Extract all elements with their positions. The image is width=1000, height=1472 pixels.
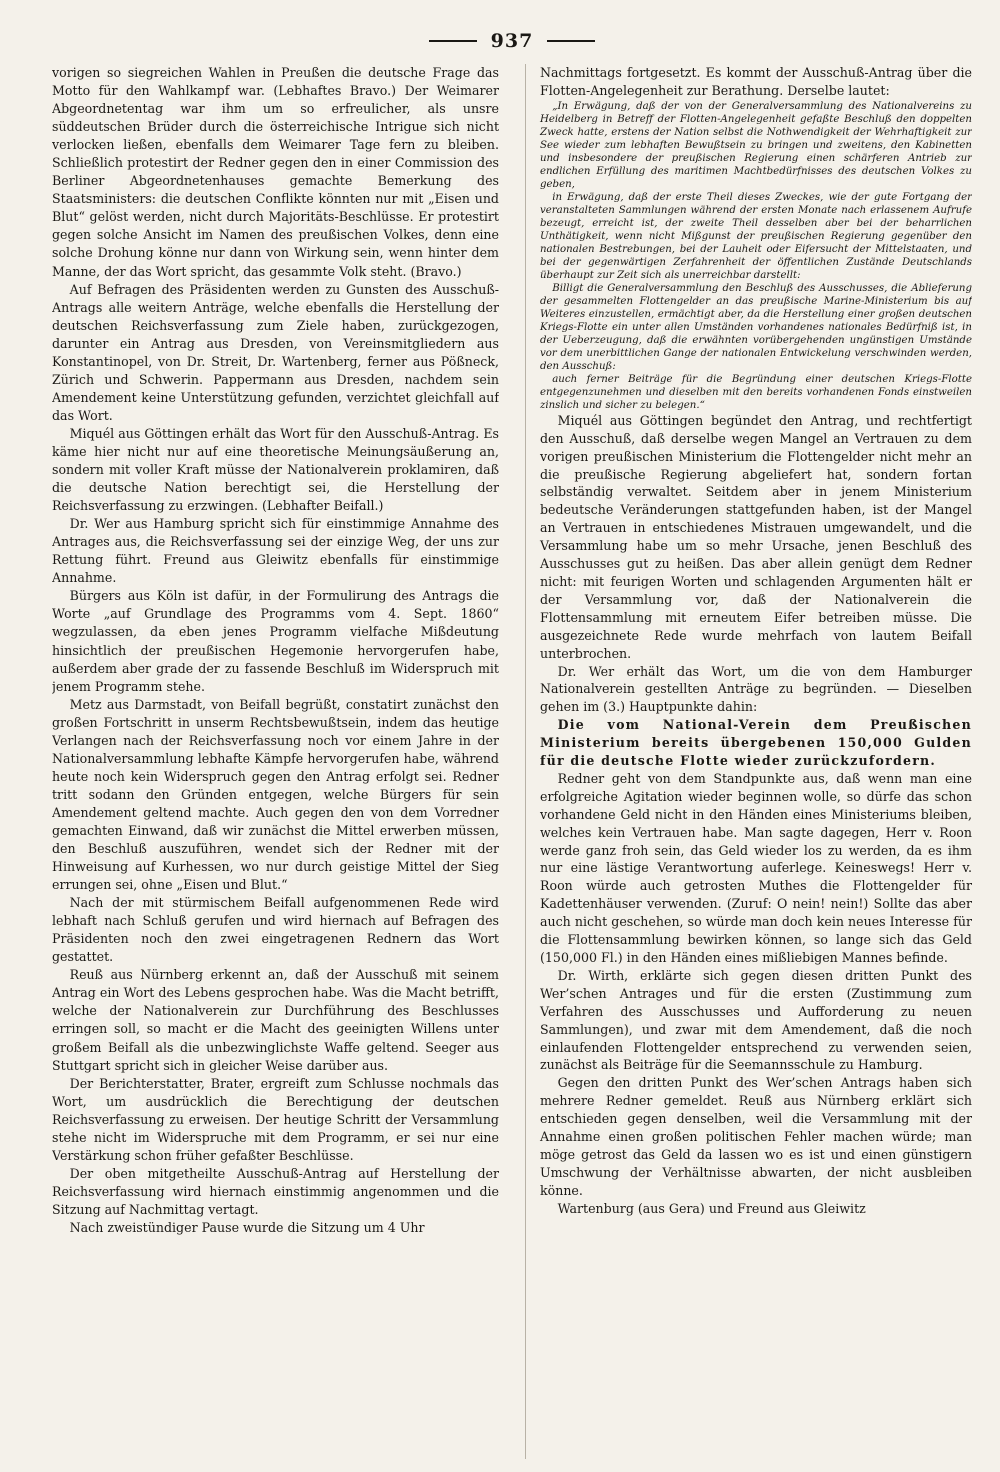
- paragraph: Wartenburg (aus Gera) und Freund aus Gleiwitz: [557, 1200, 866, 1216]
- header-rule-right: [547, 40, 595, 42]
- paragraph: Nach zweistündiger Pause wurde die Sitzung um 4 Uhr: [69, 1220, 425, 1235]
- paragraph: Dr. Wirth, erklärte sich gegen diesen dritten Punkt des Wer’schen Antrages und für die ersten (Zustimmung zum Verfahren des Ausschusses und Aufforderung zu neuen Sammlungen), und zwar mit dem Amendement, daß die noch einlaufenden Flottengelder entsprechend zu verwenden seien, zunächst als Beiträge für die Seemannsschule zu Hamburg.: [540, 967, 972, 1073]
- quoted-motion: auch ferner Beiträge für die Begründung einer deutschen Kriegs-Flotte entgegenzunehmen und dieselben mit den bereits vorhandenen Fonds einstweilen zinslich und sicher zu belegen.“: [540, 373, 972, 411]
- quoted-motion: Billigt die Generalversammlung den Beschluß des Ausschusses, die Ablieferung der gesammelten Flottengelder an das preußische Marine-Ministerium bis auf Weiteres einzustellen, ermächtigt aber, da die Herstellung einer großen deutschen Kriegs-Flotte ein unter allen Umständen vorhandenes nationales Bedürfniß ist, in der Ueberzeugung, daß die erwähnten vorübergehenden ungünstigen Umstände vor dem unerbittlichen Gange der nationalen Entwickelung verschwinden werden, den Ausschuß:: [540, 282, 972, 372]
- quoted-motion: in Erwägung, daß der erste Theil dieses Zweckes, wie der gute Fortgang der veranstalteten Sammlungen während der ersten Monate nach erlassenem Aufrufe bezeugt, erreicht ist, der zweite Theil desselben aber bei der beharrlichen Unthätigkeit, wenn nicht Mißgunst der preußischen Regierung gegenüber den nationalen Bestrebungen, bei der Lauheit oder Eifersucht der Mittelstaaten, und bei der gegenwärtigen Zerfahrenheit der öffentlichen Zustände Deutschlands überhaupt zur Zeit sich als unerreichbar darstellt:: [540, 191, 972, 281]
- paragraph: Der Berichterstatter, Brater, ergreift zum Schlusse nochmals das Wort, um ausdrücklich die Berechtigung der deutschen Reichsverfassung zu erweisen. Der heutige Schritt der Versammlung stehe nicht im Widerspruche mit dem Programm, er sei nur eine Verstärkung schon früher gefaßter Beschlüsse.: [52, 1075, 499, 1163]
- paragraph: Dr. Wer erhält das Wort, um die von dem Hamburger Nationalverein gestellten Anträge zu begründen. — Dieselben gehen im (3.) Hauptpunkte dahin:: [540, 663, 972, 715]
- paragraph: Metz aus Darmstadt, von Beifall begrüßt, constatirt zunächst den großen Fortschritt in unserm Rechtsbewußtsein, indem das heutige Verlangen nach der Reichsverfassung noch vor einem Jahre in der Nationalversammlung lebhafte Kämpfe hervorgerufen habe, während heute noch kein Widerspruch gegen den Antrag erfolgt sei. Redner tritt sodann den Gründen entgegen, welche Bürgers für sein Amendement geltend machte. Auch gegen den von dem Vorredner gemachten Einwand, daß wir zunächst die Mittel erwerben müssen, den Beschluß auszuführen, wendet sich der Redner mit der Hinweisung auf Kurhessen, wo nur durch geistige Mittel der Sieg errungen sei, ohne „Eisen und Blut.“: [52, 696, 499, 893]
- paragraph: Nachmittags fortgesetzt. Es kommt der Ausschuß-Antrag über die Flotten-Angelegenheit zur Berathung. Derselbe lautet:: [540, 65, 972, 98]
- left-column: [52, 64, 499, 1459]
- paragraph: Auf Befragen des Präsidenten werden zu Gunsten des Ausschuß-Antrags alle weitern Anträge, welche ebenfalls die Herstellung der deutschen Reichsverfassung zum Ziele haben, zurückgezogen, darunter ein Antrag aus Dresden, von Vereinsmitgliedern aus Konstantinopel, von Dr. Streit, Dr. Wartenberg, ferner aus Pößneck, Zürich und Schwerin. Pappermann aus Dresden, nachdem sein Amendement keine Unterstützung gefunden, verzichtet gleichfall auf das Wort.: [52, 281, 499, 423]
- right-column: [525, 64, 972, 1459]
- page-header: [52, 28, 972, 54]
- page-number: 937: [490, 30, 534, 52]
- paragraph: vorigen so siegreichen Wahlen in Preußen die deutsche Frage das Motto für den Wahlkampf war. (Lebhaftes Bravo.) Der Weimarer Abgeordnetentag war ihm um so erfreulicher, als unsre süddeutschen Brüder durch die österreichische Intrigue sich nicht verlocken ließen, ebenfalls dem Weimarer Tage fern zu bleiben. Schließlich protestirt der Redner gegen den in einer Commission des Berliner Abgeordnetenhauses gemachte Bemerkung des Staatsministers: die deutschen Conflikte könnten nur mit „Eisen und Blut“ gelöst werden, nicht durch Majoritäts-Beschlüsse. Er protestirt gegen solche Ansicht im Namen des preußischen Volkes, denn eine solche Drohung könne nur dann von Wirkung sein, wenn hinter dem Manne, der das Wort spricht, das gesammte Volk steht. (Bravo.): [52, 65, 499, 279]
- paragraph: Miquél aus Göttingen erhält das Wort für den Ausschuß-Antrag. Es käme hier nicht nur auf eine theoretische Meinungsäußerung an, sondern mit voller Kraft müsse der Nationalverein proklamiren, daß die deutsche Nation berechtigt sei, die Herstellung der Reichsverfassung zu erzwingen. (Lebhafter Beifall.): [52, 425, 499, 514]
- paragraph: Reuß aus Nürnberg erkennt an, daß der Ausschuß mit seinem Antrag ein Wort des Lebens gesprochen habe. Was die Macht betrifft, welche der Nationalverein zur Durchführung des Beschlusses erringen soll, so macht er die Macht des geeinigten Willens unter großem Beifall als die unbezwinglichste Waffe geltend. Seeger aus Stuttgart spricht sich in gleicher Weise darüber aus.: [52, 967, 499, 1073]
- text-columns: [52, 64, 972, 1459]
- paragraph: Der oben mitgetheilte Ausschuß-Antrag auf Herstellung der Reichsverfassung wird hiernach einstimmig angenommen und die Sitzung auf Nachmittag vertagt.: [52, 1165, 499, 1217]
- paragraph: Gegen den dritten Punkt des Wer’schen Antrags haben sich mehrere Redner gemeldet. Reuß aus Nürnberg erklärt sich entschieden gegen denselben, weil die Versammlung mit der Annahme einen großen politischen Fehler machen würde; man möge getrost das Geld da lassen wo es ist und einen günstigern Umschwung der Verhältnisse abwarten, der nicht ausbleiben könne.: [540, 1075, 972, 1198]
- paragraph: Miquél aus Göttingen begündet den Antrag, und rechtfertigt den Ausschuß, daß derselbe wegen Mangel an Vertrauen zu dem vorigen preußischen Ministerium die Flottengelder nicht mehr an die preußische Regierung abgeliefert hat, sondern fortan selbständig verwaltet. Seitdem aber in jenem Ministerium bedeutsche Veränderungen stattgefunden haben, ist der Mangel an Vertrauen in entschiedenes Mistrauen umgewandelt, und die Versammlung habe um so mehr Ursache, jenen Beschluß des Ausschusses gut zu heißen. Das aber allein genügt dem Redner nicht: mit feurigen Worten und schlagenden Argumenten hält er der Versammlung vor, daß der Nationalverein die Flottensammlung mit erneutem Eifer betreiben müsse. Die ausgezeichnete Rede wurde mehrfach von lautem Beifall unterbrochen.: [540, 412, 972, 661]
- paragraph: Nach der mit stürmischem Beifall aufgenommenen Rede wird lebhaft nach Schluß gerufen und wird hiernach auf Befragen des Präsidenten noch den zwei eingetragenen Rednern das Wort gestattet.: [52, 895, 499, 965]
- header-rule-left: [429, 40, 477, 42]
- spaced-motion-text: Die vom National-Verein dem Preußischen Ministerium bereits übergebenen 150,000 Gulden für die deutsche Flotte wieder zurückzufordern.: [540, 717, 972, 769]
- paragraph: Bürgers aus Köln ist dafür, in der Formulirung des Antrags die Worte „auf Grundlage des Programms vom 4. Sept. 1860“ wegzulassen, da eben jenes Programm vielfache Mißdeutung hinsichtlich der preußischen Hegemonie hervorgerufen habe, außerdem aber grade der zu fassende Beschluß im Widerspruch mit jenem Programm stehe.: [52, 588, 499, 694]
- quoted-motion: „In Erwägung, daß der von der Generalversammlung des Nationalvereins zu Heidelberg in Betreff der Flotten-Angelegenheit gefaßte Beschluß den doppelten Zweck hatte, erstens der Nation selbst die Nothwendigkeit der Wehrhaftigkeit zur See wieder zum lebhaften Bewußtsein zu bringen und zweitens, den Kabinetten und insbesondere der preußischen Regierung einen schärferen Antrieb zur endlichen Erfüllung des maritimen Machtbedürfnisses des deutschen Volkes zu geben,: [540, 100, 972, 190]
- paragraph: Redner geht von dem Standpunkte aus, daß wenn man eine erfolgreiche Agitation wieder beginnen wolle, so dürfe das schon vorhandene Geld nicht in den Händen eines Ministeriums bleiben, welches kein Vertrauen habe. Man sagte dagegen, Herr v. Roon werde ganz froh sein, das Geld wieder los zu werden, da es ihm nur eine lästige Verantwortung auferlege. Keineswegs! Herr v. Roon würde auch getrosten Muthes die Flottengelder für Kadettenhäuser verwenden. (Zuruf: O nein! nein!) Sollte das aber auch nicht geschehen, so würde man doch kein neues Interesse für die Flottensammlung bewirken können, so lange sich das Geld (150,000 Fl.) in den Händen eines mißliebigen Mannes befinde.: [540, 770, 972, 965]
- paragraph: Dr. Wer aus Hamburg spricht sich für einstimmige Annahme des Antrages aus, die Reichsverfassung sei der einzige Weg, der uns zur Rettung führt. Freund aus Gleiwitz ebenfalls für einstimmige Annahme.: [52, 516, 499, 586]
